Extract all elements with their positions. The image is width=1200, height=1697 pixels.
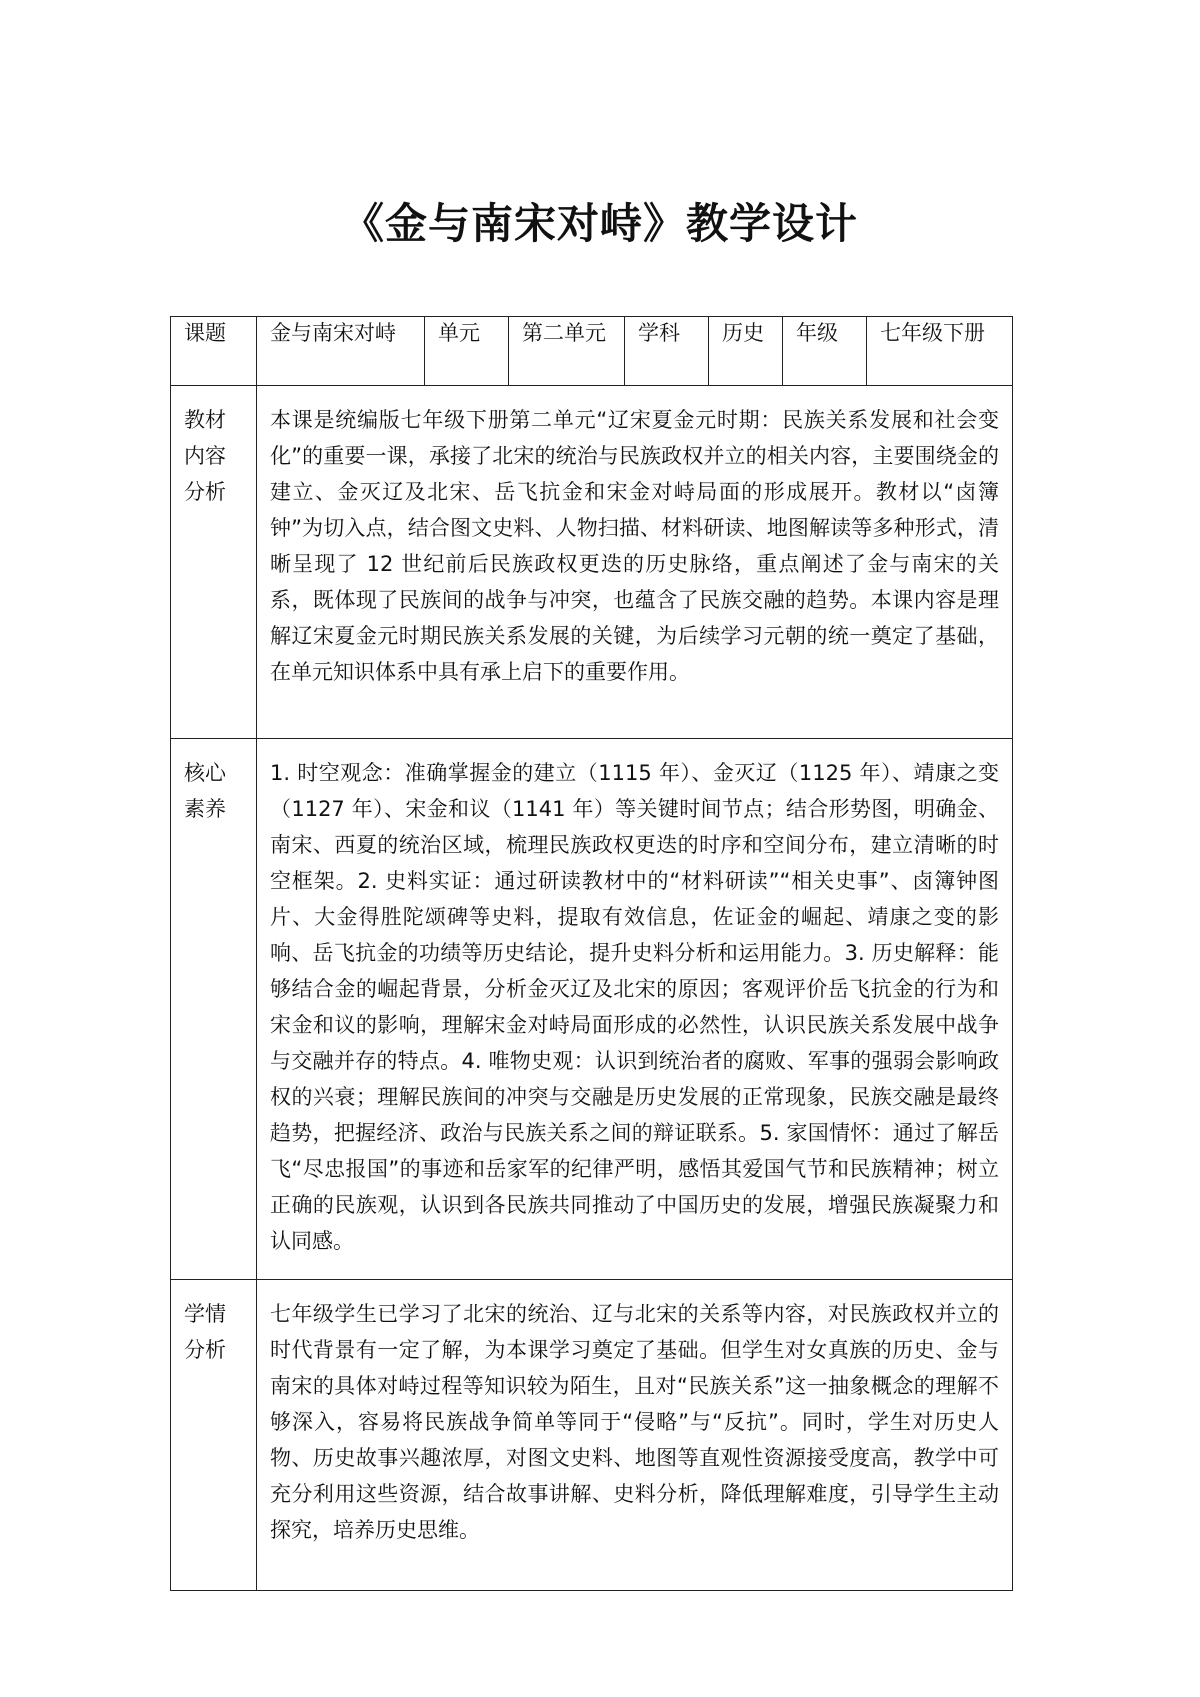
material-analysis-label: 教材 内容 分析 [171, 386, 257, 739]
topic-label: 课题 [171, 317, 257, 386]
table-header-row [171, 317, 1013, 386]
topic-value: 金与南宋对峙 [257, 317, 425, 386]
subject-value: 历史 [709, 317, 783, 386]
page-title: 《金与南宋对峙》教学设计 [341, 199, 858, 248]
lesson-design-table [170, 316, 1013, 1591]
learner-analysis-content: 七年级学生已学习了北宋的统治、辽与北宋的关系等内容，对民族政权并立的时代背景有一定了解，为本课学习奠定了基础。但学生对女真族的历史、金与南宋的具体对峙过程等知识较为陌生，且对“民族关系”这一抽象概念的理解不够深入，容易将民族战争简单等同于“侵略”与“反抗”。同时，学生对历史人物、历史故事兴趣浓厚，对图文史料、地图等直观性资源接受度高，教学中可充分利用这些资源，结合故事讲解、史料分析，降低理解难度，引导学生主动探究，培养历史思维。 [257, 1280, 1013, 1591]
core-literacy-content: 1. 时空观念：准确掌握金的建立（1115 年）、金灭辽（1125 年）、靖康之变（1127 年）、宋金和议（1141 年）等关键时间节点；结合形势图，明确金、南宋、西夏的统治区域，梳理民族政权更迭的时序和空间分布，建立清晰的时空框架。2. 史料实证：通过研读教材中的“材料研读”“相关史事”、卤簿钟图片、大金得胜陀颂碑等史料，提取有效信息，佐证金的崛起、靖康之变的影响、岳飞抗金的功绩等历史结论，提升史料分析和运用能力。3. 历史解释：能够结合金的崛起背景，分析金灭辽及北宋的原因；客观评价岳飞抗金的行为和宋金和议的影响，理解宋金对峙局面形成的必然性，认识民族关系发展中战争与交融并存的特点。4. 唯物史观：认识到统治者的腐败、军事的强弱会影响政权的兴衰；理解民族间的冲突与交融是历史发展的正常现象，民族交融是最终趋势，把握经济、政治与民族关系之间的辩证联系。5. 家国情怀：通过了解岳飞“尽忠报国”的事迹和岳家军的纪律严明，感悟其爱国气节和民族精神；树立正确的民族观，认识到各民族共同推动了中国历史的发展，增强民族凝聚力和认同感。 [257, 739, 1013, 1280]
grade-value: 七年级下册 [867, 317, 1013, 386]
learner-analysis-label: 学情 分析 [171, 1280, 257, 1591]
material-analysis-content: 本课是统编版七年级下册第二单元“辽宋夏金元时期：民族关系发展和社会变化”的重要一课，承接了北宋的统治与民族政权并立的相关内容，主要围绕金的建立、金灭辽及北宋、岳飞抗金和宋金对峙局面的形成展开。教材以“卤簿钟”为切入点，结合图文史料、人物扫描、材料研读、地图解读等多种形式，清晰呈现了 12 世纪前后民族政权更迭的历史脉络，重点阐述了金与南宋的关系，既体现了民族间的战争与冲突，也蕴含了民族交融的趋势。本课内容是理解辽宋夏金元时期民族关系发展的关键，为后续学习元朝的统一奠定了基础，在单元知识体系中具有承上启下的重要作用。 [257, 386, 1013, 739]
table-row [171, 386, 1013, 739]
subject-label: 学科 [625, 317, 709, 386]
unit-label: 单元 [425, 317, 509, 386]
grade-label: 年级 [783, 317, 867, 386]
core-literacy-label: 核心 素养 [171, 739, 257, 1280]
table-row [171, 1280, 1013, 1591]
table-row [171, 739, 1013, 1280]
unit-value: 第二单元 [509, 317, 625, 386]
